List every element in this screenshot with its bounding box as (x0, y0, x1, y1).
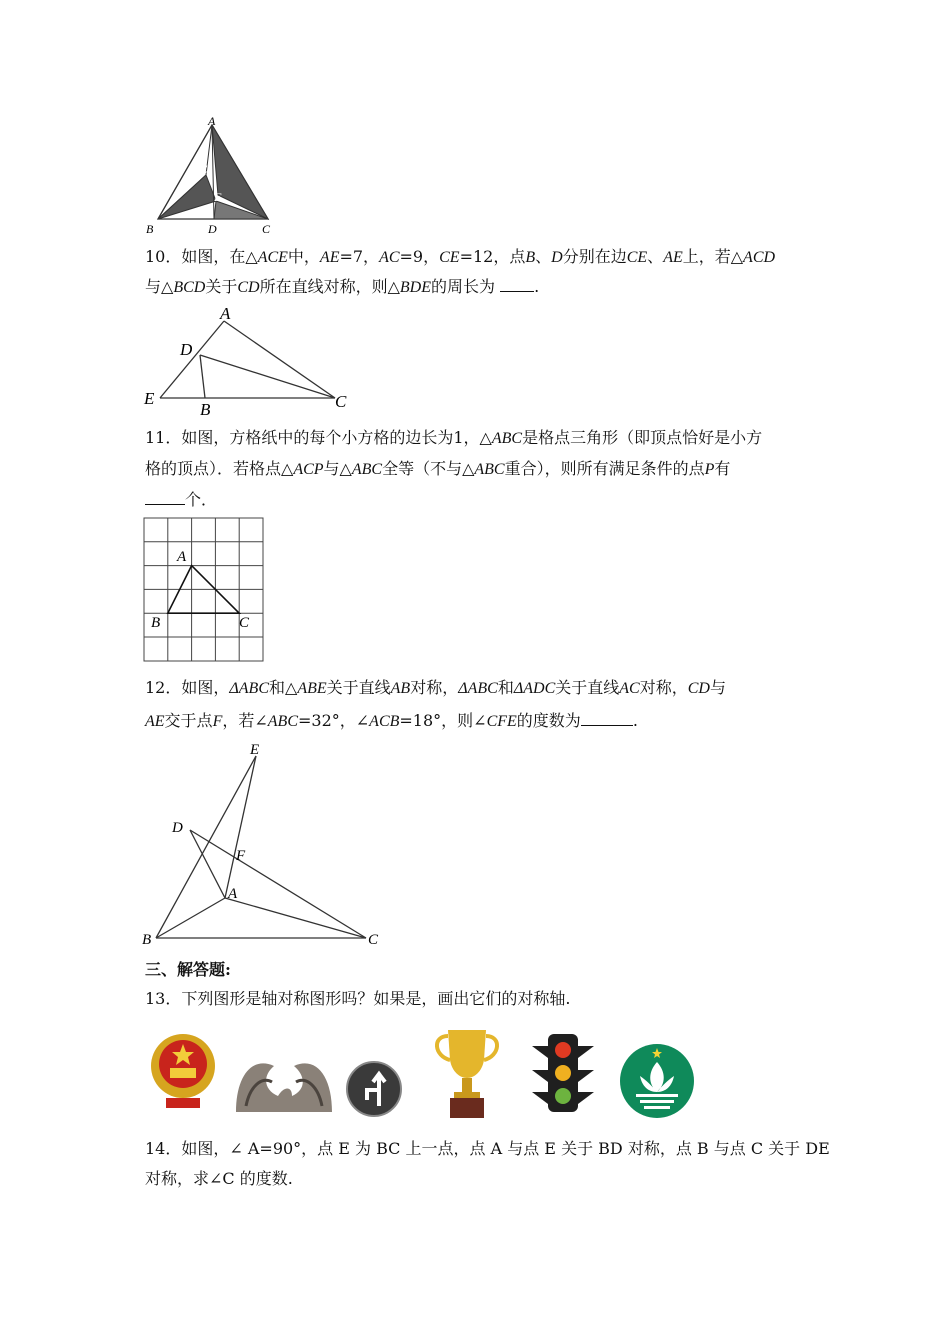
q12-line2: AE交于点F，若∠ABC=32°，∠ACB=18°，则∠CFE的度数为 . (145, 711, 638, 730)
q11-line2: 格的顶点）．若格点△ACP与△ABC全等（不与△ABC重合），则所有满足条件的点P有 (145, 459, 731, 478)
fig9-label-F: F (214, 190, 222, 204)
fig12-label-D: D (172, 820, 183, 836)
traffic-light-image (530, 1032, 596, 1114)
fig12-label-A: A (228, 886, 238, 902)
fig12-label-B: B (142, 932, 152, 948)
q12-answer-blank[interactable] (581, 711, 633, 726)
fig10-label-D: D (180, 340, 193, 359)
fig10-label-B: B (200, 400, 211, 418)
q14-line1: 14．如图，∠ A=90°，点 E 为 BC 上一点，点 A 与点 E 关于 BD 对称，点 B 与点 C 关于 DE (145, 1139, 830, 1158)
section-heading: 三、解答题: (145, 960, 231, 979)
fig11-label-A: A (177, 549, 187, 565)
fig12-label-C: C (368, 932, 379, 948)
fig11-label-B: B (151, 615, 161, 631)
q10-line2: 与△BCD关于CD所在直线对称，则△BDE的周长为 . (145, 277, 540, 296)
fig11-label-C: C (239, 615, 250, 631)
q11-answer-blank[interactable] (145, 490, 185, 505)
macao-emblem-image (618, 1042, 696, 1120)
fig9-label-E: E (200, 162, 208, 176)
q14-line2: 对称，求∠C 的度数. (145, 1169, 293, 1188)
fig12-label-E: E (250, 742, 260, 758)
figure-q10 (140, 303, 360, 418)
q11-line3: 个． (145, 490, 217, 510)
fig10-label-A: A (220, 304, 231, 323)
figure-q12 (140, 740, 390, 950)
ornament-image (232, 1046, 336, 1118)
fig9-label-C: C (262, 222, 271, 236)
fig9-label-D: D (208, 222, 217, 236)
q11-line1: 11．如图，方格纸中的每个小方格的边长为1，△ABC是格点三角形（即顶点恰好是小方 (145, 428, 763, 447)
figure-q9 (140, 115, 285, 237)
fig10-label-E: E (144, 389, 155, 408)
q12-line1: 12．如图，ΔABC和△ABE关于直线AB对称，ΔABC和ΔADC关于直线AC对称，CD与 (145, 678, 726, 697)
turn-sign-image (345, 1060, 403, 1118)
figure-q11 (143, 517, 265, 663)
fig9-label-A: A (208, 115, 216, 128)
trophy-image (430, 1026, 504, 1120)
q10-answer-blank[interactable] (500, 277, 534, 292)
q13-text: 13．下列图形是轴对称图形吗？如果是，画出它们的对称轴. (145, 989, 571, 1008)
national-emblem-image (148, 1030, 218, 1112)
q10-line1: 10．如图，在△ACE中，AE=7，AC=9，CE=12，点B、D分别在边CE、AE上，若△ACD (145, 247, 776, 266)
fig9-label-B: B (146, 222, 154, 236)
fig10-label-C: C (335, 392, 347, 411)
fig12-label-F: F (236, 848, 246, 864)
